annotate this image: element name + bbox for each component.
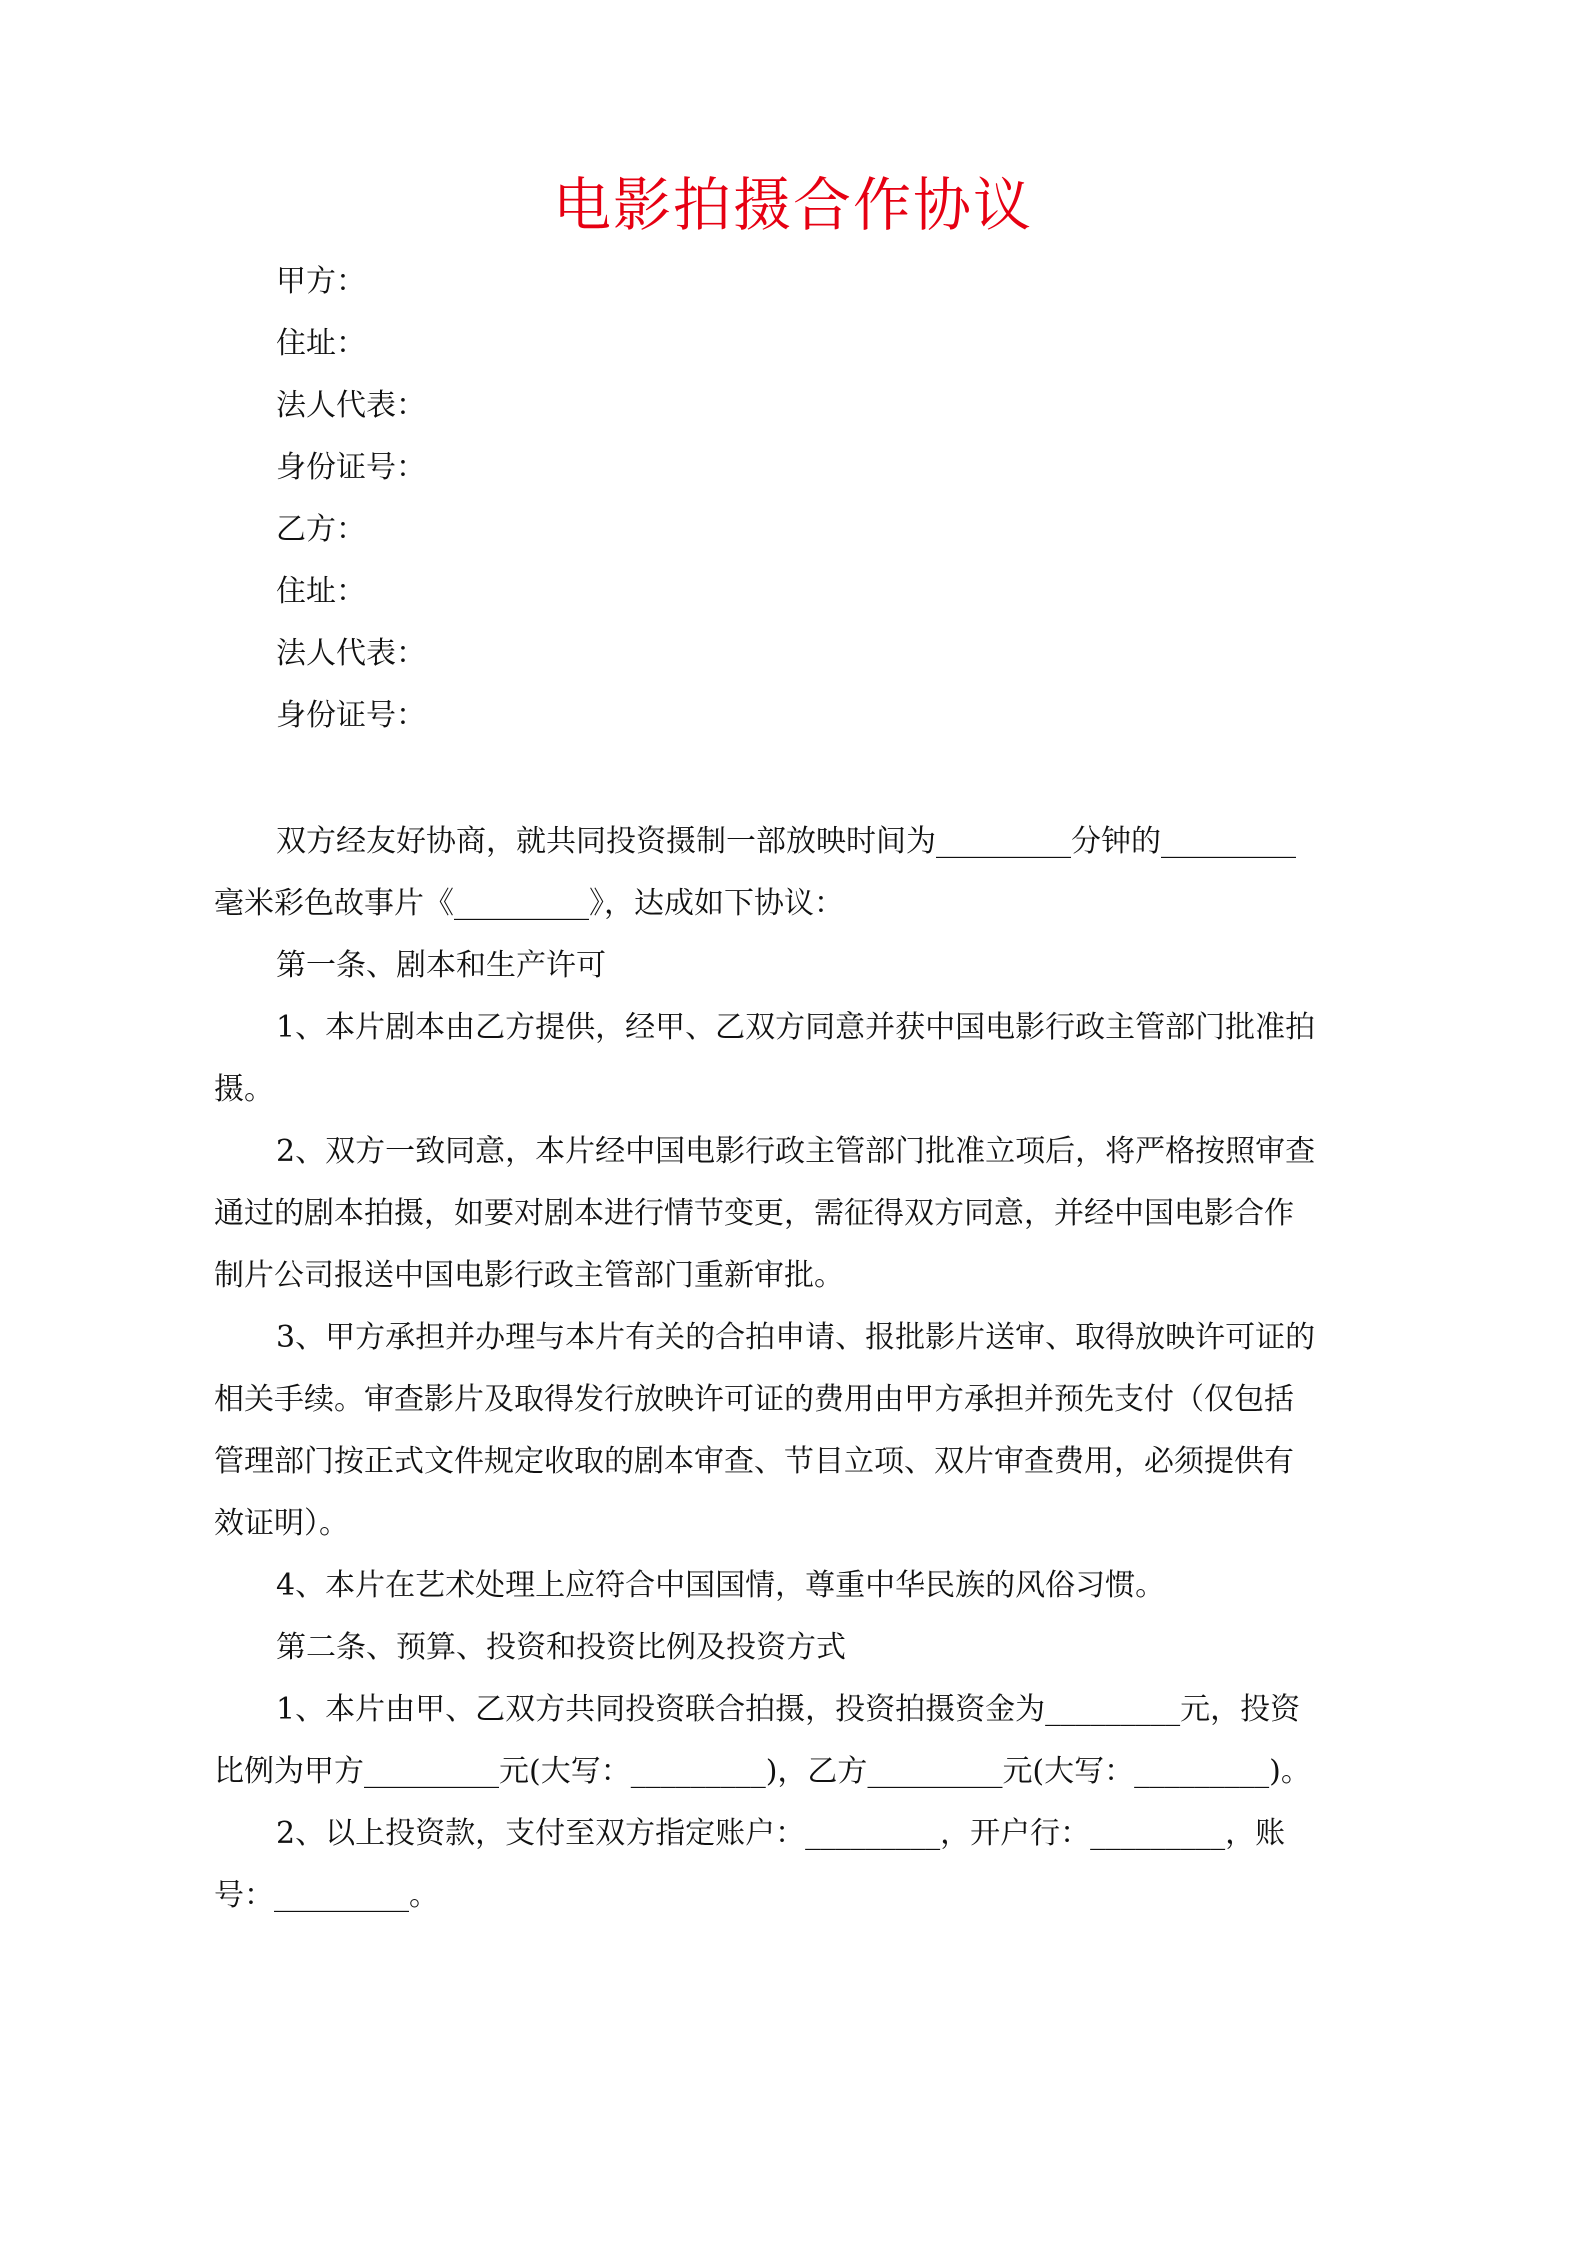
bank-name-blank: _________ [1090, 1816, 1226, 1851]
party-b-amount-blank: _________ [867, 1754, 1003, 1789]
intro-text: 》，达成如下协议： [589, 886, 844, 921]
article-1-clause-2: 2、双方一致同意，本片经中国电影行政主管部门批准立项后，将严格按照审查 [276, 1134, 1316, 1169]
article-1-clause-3-cont: 管理部门按正式文件规定收取的剧本审查、节目立项、双片审查费用，必须提供有 [214, 1444, 1294, 1479]
article-2-clause-2-cont [214, 1876, 1374, 1916]
article-1-clause-3-cont: 效证明）。 [214, 1506, 349, 1541]
article-1-clause-2-cont: 通过的剧本拍摄，如要对剧本进行情节变更，需征得双方同意，并经中国电影合作 [214, 1196, 1294, 1231]
clause-text: 元(大写： [499, 1754, 631, 1789]
intro-text: 双方经友好协商，就共同投资摄制一部放映时间为 [276, 824, 936, 859]
party-a-address-label: 住址： [276, 326, 366, 361]
total-investment-blank: _________ [1045, 1692, 1181, 1727]
account-name-blank: _________ [805, 1816, 941, 1851]
intro-line-2 [214, 884, 1374, 924]
party-a-amount-blank: _________ [364, 1754, 499, 1789]
clause-text: 2、以上投资款，支付至双方指定账户： [276, 1816, 806, 1851]
article-1-clause-2-cont: 制片公司报送中国电影行政主管部门重新审批。 [214, 1258, 844, 1293]
intro-text: 毫米彩色故事片《 [214, 886, 454, 921]
intro-text: 分钟的 [1071, 824, 1161, 859]
article-2-clause-1-cont [214, 1752, 1374, 1792]
party-b-label: 乙方： [276, 512, 366, 547]
party-b-id-label: 身份证号： [276, 698, 426, 733]
article-1-clause-3-cont: 相关手续。审查影片及取得发行放映许可证的费用由甲方承担并预先支付（仅包括 [214, 1382, 1294, 1417]
clause-text: 元(大写： [1002, 1754, 1135, 1789]
clause-text: 号： [214, 1878, 274, 1913]
clause-text: 。 [409, 1878, 439, 1913]
film-format-blank: _________ [1161, 824, 1296, 859]
clause-text: )。 [1269, 1754, 1311, 1789]
intro-line-1 [276, 822, 1376, 862]
duration-blank: _________ [936, 824, 1071, 859]
clause-text: ，开户行： [940, 1816, 1091, 1851]
clause-text: 比例为甲方 [214, 1754, 364, 1789]
article-2-clause-1 [276, 1690, 1376, 1730]
party-a-amount-capital-blank: _________ [630, 1754, 766, 1789]
party-a-legal-rep-label: 法人代表： [276, 388, 426, 423]
party-a-id-label: 身份证号： [276, 450, 426, 485]
clause-text: ，账 [1225, 1816, 1286, 1851]
article-1-heading: 第一条、剧本和生产许可 [276, 948, 606, 983]
article-1-clause-1: 1、本片剧本由乙方提供，经甲、乙双方同意并获中国电影行政主管部门批准拍 [276, 1010, 1316, 1045]
party-a-label: 甲方： [276, 264, 366, 299]
account-number-blank: _________ [274, 1878, 409, 1913]
article-1-clause-4: 4、本片在艺术处理上应符合中国国情，尊重中华民族的风俗习惯。 [276, 1568, 1166, 1603]
clause-text: 元，投资 [1180, 1692, 1301, 1727]
clause-text: )，乙方 [765, 1754, 868, 1789]
article-2-heading: 第二条、预算、投资和投资比例及投资方式 [276, 1630, 846, 1665]
article-2-clause-2 [276, 1814, 1376, 1854]
document-title: 电影拍摄合作协议 [552, 171, 1033, 239]
article-1-clause-3: 3、甲方承担并办理与本片有关的合拍申请、报批影片送审、取得放映许可证的 [276, 1320, 1316, 1355]
article-1-clause-1-cont: 摄。 [214, 1072, 274, 1107]
clause-text: 1、本片由甲、乙双方共同投资联合拍摄，投资拍摄资金为 [276, 1692, 1046, 1727]
party-b-legal-rep-label: 法人代表： [276, 636, 426, 671]
film-title-blank: _________ [454, 886, 589, 921]
party-b-address-label: 住址： [276, 574, 366, 609]
party-b-amount-capital-blank: _________ [1134, 1754, 1270, 1789]
